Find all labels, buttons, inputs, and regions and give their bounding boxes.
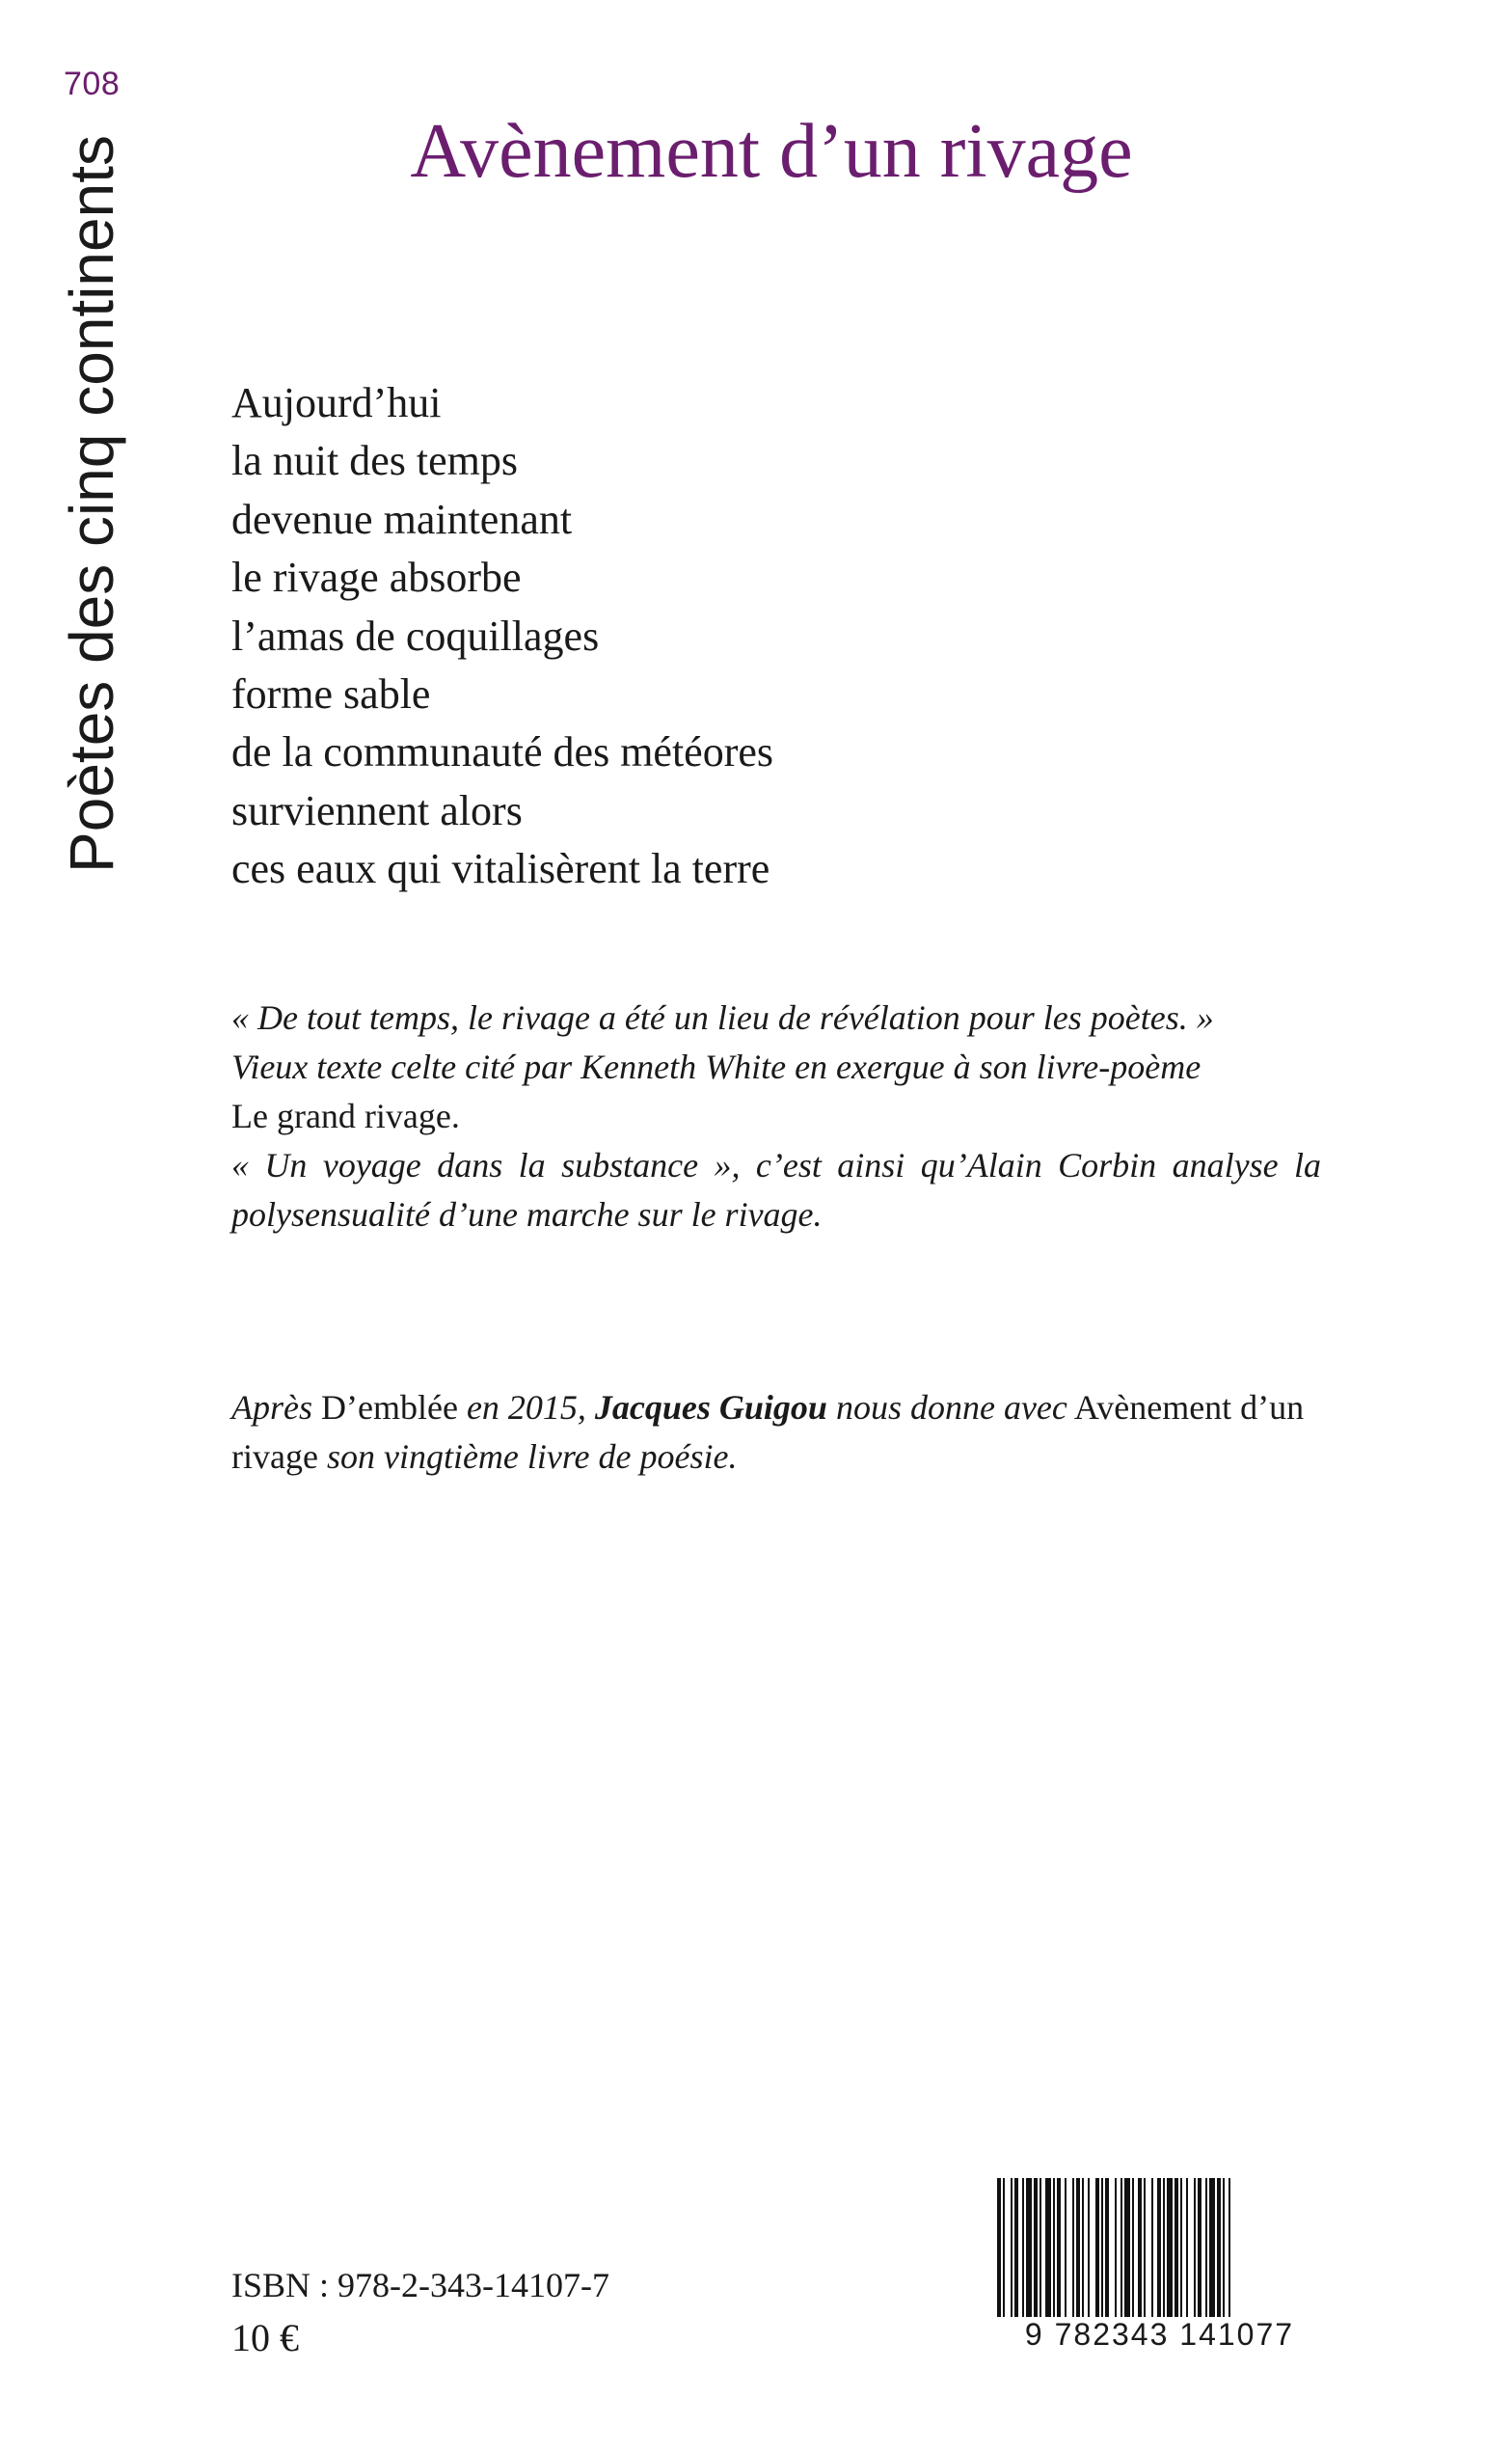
- barcode-bar: [1115, 2178, 1117, 2321]
- book-title: Avènement d’un rivage: [410, 109, 1133, 194]
- barcode-bar: [1014, 2178, 1018, 2321]
- barcode-bar: [1132, 2178, 1134, 2321]
- barcode-bar: [1101, 2178, 1103, 2321]
- about-text: en 2015,: [466, 1388, 586, 1427]
- poem-line: devenue maintenant: [231, 495, 573, 543]
- about-text: nous donne avec: [835, 1388, 1067, 1427]
- barcode-bar: [1045, 2178, 1051, 2321]
- barcode-bar: [1163, 2178, 1165, 2321]
- barcode-bar: [1088, 2178, 1090, 2321]
- barcode-bar: [1144, 2178, 1146, 2321]
- quote-line: « Un voyage dans la substance », c’est ainsi qu’Alain Corbin analyse la polysensualité d’une marche sur le rivage.: [231, 1146, 1321, 1234]
- poem-line: l’amas de coquillages: [231, 612, 600, 660]
- isbn: ISBN : 978-2-343-14107-7: [231, 2266, 609, 2304]
- barcode-bar: [1034, 2178, 1038, 2321]
- about-text: Après: [231, 1388, 312, 1427]
- quote-line: « De tout temps, le rivage a été un lieu de révélation pour les poètes. »: [231, 998, 1214, 1037]
- barcode-bar: [1124, 2178, 1130, 2321]
- series-number: 708: [64, 66, 121, 102]
- barcode-bar: [1095, 2178, 1099, 2321]
- barcode-bar: [1053, 2178, 1055, 2321]
- author-name: Jacques Guigou: [594, 1388, 827, 1427]
- barcode-bar: [1105, 2178, 1109, 2321]
- barcode-bar: [1223, 2178, 1225, 2321]
- barcode-bar: [1186, 2178, 1188, 2321]
- barcode-bar: [1082, 2178, 1084, 2321]
- barcode-bar: [1022, 2178, 1024, 2321]
- barcode-bar: [1076, 2178, 1080, 2321]
- barcode-bar: [1205, 2178, 1207, 2321]
- poem-line: ces eaux qui vitalisèrent la terre: [231, 845, 770, 893]
- barcode-bar: [1174, 2178, 1178, 2321]
- barcode-bar: [1072, 2178, 1074, 2321]
- poem-line: de la communauté des météores: [231, 728, 774, 776]
- barcode-bar: [1138, 2178, 1142, 2321]
- collection-name: Poètes des cinq continents: [57, 135, 126, 873]
- price: 10 €: [231, 2316, 299, 2359]
- about-text: son vingtième livre de poésie.: [326, 1437, 738, 1476]
- poem-line: le rivage absorbe: [231, 554, 522, 602]
- current-book-title: Avènement d’un rivage: [231, 1388, 1305, 1476]
- barcode-bar: [1209, 2178, 1215, 2321]
- barcode-bar: [1157, 2178, 1161, 2321]
- about-author: [231, 1383, 1321, 1482]
- barcode-bar: [1026, 2178, 1032, 2321]
- previous-book-title: D’emblée: [321, 1388, 458, 1427]
- poem-line: la nuit des temps: [231, 437, 518, 485]
- quote-block: [231, 994, 1321, 1240]
- barcode-bar: [1194, 2178, 1196, 2321]
- barcode-bar: [1065, 2178, 1066, 2321]
- barcode-bar: [1180, 2178, 1182, 2321]
- barcode-bar: [1040, 2178, 1041, 2321]
- collection-spine: [48, 135, 135, 965]
- barcode-bar: [1057, 2178, 1061, 2321]
- poem: [231, 374, 773, 899]
- barcode-bar: [1011, 2178, 1012, 2321]
- barcode-digits: 9 782343 141077: [993, 2317, 1326, 2353]
- barcode-bar: [1217, 2178, 1221, 2321]
- barcode-bar: [1198, 2178, 1202, 2321]
- poem-line: Aujourd’hui: [231, 379, 442, 426]
- quote-book-reference: Le grand rivage.: [231, 1097, 460, 1135]
- quote-attribution: Vieux texte celte cité par Kenneth White en exergue à son livre-poème: [231, 1048, 1202, 1086]
- poem-line: surviennent alors: [231, 786, 523, 834]
- barcode-bar: [1167, 2178, 1173, 2321]
- poem-line: forme sable: [231, 670, 431, 719]
- barcode-bar: [1151, 2178, 1153, 2321]
